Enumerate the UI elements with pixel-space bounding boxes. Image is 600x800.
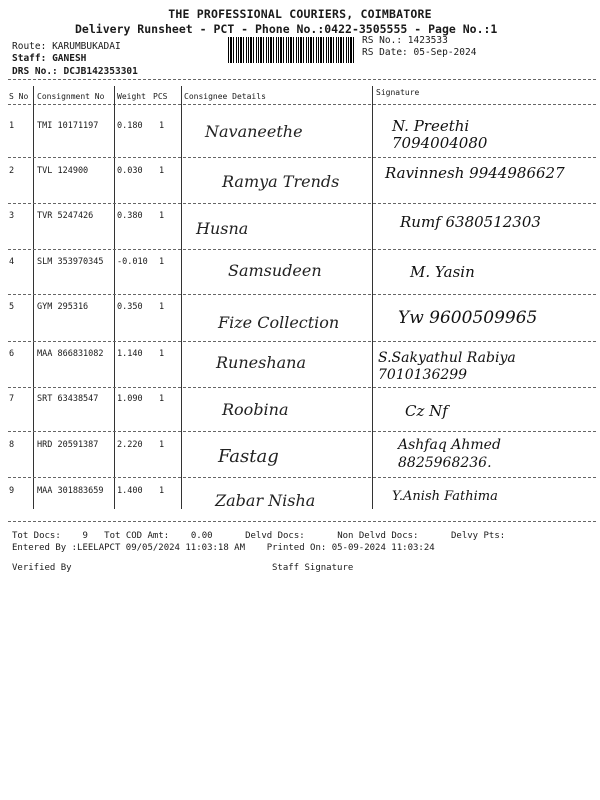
row-consignee: Fastag bbox=[218, 446, 279, 467]
row-rule bbox=[8, 341, 596, 342]
row-signature: Ashfaq Ahmed 8825968236. bbox=[398, 437, 501, 471]
rs-no-label: RS No.: bbox=[362, 35, 403, 46]
row-signature: M. Yasin bbox=[410, 263, 475, 281]
route-label: Route: bbox=[12, 41, 47, 52]
row-sno: 4 bbox=[9, 257, 15, 267]
row-weight: -0.010 bbox=[117, 257, 148, 267]
row-rule bbox=[8, 203, 596, 204]
row-consignment: SRT 63438547 bbox=[37, 394, 99, 404]
row-signature: Yw 9600509965 bbox=[398, 308, 538, 328]
row-rule bbox=[8, 294, 596, 295]
col-divider bbox=[33, 86, 34, 509]
row-sno: 2 bbox=[9, 166, 15, 176]
row-consignment: TVR 5247426 bbox=[37, 211, 94, 221]
row-rule bbox=[8, 431, 596, 432]
entered-line bbox=[12, 543, 435, 553]
rs-date-value: 05-Sep-2024 bbox=[413, 47, 477, 58]
row-sno: 1 bbox=[9, 121, 15, 131]
row-consignee: Roobina bbox=[222, 400, 289, 419]
col-divider bbox=[181, 86, 182, 509]
col-header-consignee: Consignee Details bbox=[184, 92, 266, 101]
col-header-weight: Weight bbox=[117, 92, 146, 101]
row-rule bbox=[8, 477, 596, 478]
row-sno: 7 bbox=[9, 394, 15, 404]
entered-by: Entered By :LEELAPCT 09/05/2024 11:03:18 AM bbox=[12, 543, 245, 553]
non-delvd-docs-label: Non Delvd Docs: bbox=[337, 531, 419, 541]
row-rule bbox=[8, 387, 596, 388]
drs-line bbox=[12, 66, 138, 77]
row-weight: 0.350 bbox=[117, 302, 143, 312]
row-sno: 3 bbox=[9, 211, 15, 221]
row-signature: Ravinnesh 9944986627 bbox=[385, 164, 565, 182]
col-divider bbox=[114, 86, 115, 509]
row-signature: S.Sakyathul Rabiya 7010136299 bbox=[378, 350, 516, 383]
row-rule bbox=[8, 157, 596, 158]
row-consignee: Runeshana bbox=[216, 353, 307, 372]
barcode bbox=[228, 37, 355, 63]
staff-line bbox=[12, 53, 86, 64]
row-sno: 8 bbox=[9, 440, 15, 450]
row-signature: Y.Anish Fathima bbox=[392, 489, 498, 504]
row-sno: 5 bbox=[9, 302, 15, 312]
row-pcs: 1 bbox=[159, 302, 165, 312]
tot-cod-value: 0.00 bbox=[190, 531, 213, 541]
row-consignment: MAA 866831082 bbox=[37, 349, 104, 359]
row-weight: 1.090 bbox=[117, 394, 143, 404]
row-pcs: 1 bbox=[159, 211, 165, 221]
delvy-pts-label: Delvy Pts: bbox=[451, 531, 506, 541]
row-consignment: SLM 353970345 bbox=[37, 257, 104, 267]
route-value: KARUMBUKADAI bbox=[52, 41, 121, 52]
top-rule bbox=[8, 79, 596, 80]
row-signature: N. Preethi 7094004080 bbox=[392, 117, 488, 152]
row-pcs: 1 bbox=[159, 257, 165, 267]
row-pcs: 1 bbox=[159, 349, 165, 359]
row-sno: 6 bbox=[9, 349, 15, 359]
row-pcs: 1 bbox=[159, 440, 165, 450]
verified-by: Verified By bbox=[12, 563, 72, 573]
staff-label: Staff: bbox=[12, 53, 47, 64]
document-subtitle: Delivery Runsheet - PCT - Phone No.:0422-3505555 - Page No.:1 bbox=[75, 22, 498, 36]
row-consignee: Samsudeen bbox=[228, 261, 322, 280]
tot-cod-label: Tot COD Amt: bbox=[104, 531, 170, 541]
row-pcs: 1 bbox=[159, 166, 165, 176]
row-weight: 0.180 bbox=[117, 121, 143, 131]
row-consignment: HRD 20591387 bbox=[37, 440, 99, 450]
col-header-pcs: PCS bbox=[153, 92, 168, 101]
row-consignee: Husna bbox=[196, 219, 249, 238]
tot-docs-label: Tot Docs: bbox=[12, 531, 61, 541]
row-consignment: MAA 301883659 bbox=[37, 486, 104, 496]
footer-rule bbox=[8, 521, 596, 522]
tot-docs-value: 9 bbox=[82, 531, 88, 541]
row-weight: 0.030 bbox=[117, 166, 143, 176]
row-consignment: GYM 295316 bbox=[37, 302, 89, 312]
document-title: THE PROFESSIONAL COURIERS, COIMBATORE bbox=[168, 7, 432, 21]
rs-no-value: 1423533 bbox=[407, 35, 448, 46]
col-header-signature: Signature bbox=[376, 88, 420, 97]
row-weight: 1.400 bbox=[117, 486, 143, 496]
row-weight: 0.380 bbox=[117, 211, 143, 221]
row-signature: Cz Nf bbox=[405, 402, 448, 420]
totals-line bbox=[12, 531, 505, 541]
row-signature: Rumf 6380512303 bbox=[400, 213, 541, 231]
row-pcs: 1 bbox=[159, 394, 165, 404]
row-consignment: TMI 10171197 bbox=[37, 121, 99, 131]
header-rule bbox=[8, 104, 596, 105]
row-weight: 1.140 bbox=[117, 349, 143, 359]
row-sno: 9 bbox=[9, 486, 15, 496]
row-pcs: 1 bbox=[159, 486, 165, 496]
drs-value: DCJB142353301 bbox=[63, 66, 138, 77]
row-consignee: Zabar Nisha bbox=[215, 491, 316, 510]
col-header-sno: S No bbox=[9, 92, 29, 101]
staff-value: GANESH bbox=[52, 53, 87, 64]
route-line bbox=[12, 41, 121, 52]
row-rule bbox=[8, 249, 596, 250]
row-consignee: Fize Collection bbox=[218, 313, 340, 332]
row-consignee: Navaneethe bbox=[205, 122, 303, 141]
row-pcs: 1 bbox=[159, 121, 165, 131]
printed-on: Printed On: 05-09-2024 11:03:24 bbox=[266, 543, 435, 553]
rs-no-line bbox=[362, 35, 448, 46]
staff-signature: Staff Signature bbox=[272, 563, 354, 573]
row-consignment: TVL 124900 bbox=[37, 166, 89, 176]
delvd-docs-label: Delvd Docs: bbox=[245, 531, 305, 541]
drs-label: DRS No.: bbox=[12, 66, 58, 77]
row-weight: 2.220 bbox=[117, 440, 143, 450]
col-header-consignment: Consignment No bbox=[37, 92, 105, 101]
row-consignee: Ramya Trends bbox=[222, 172, 340, 191]
col-divider bbox=[372, 86, 373, 509]
rs-date-line bbox=[362, 47, 476, 58]
rs-date-label: RS Date: bbox=[362, 47, 408, 58]
